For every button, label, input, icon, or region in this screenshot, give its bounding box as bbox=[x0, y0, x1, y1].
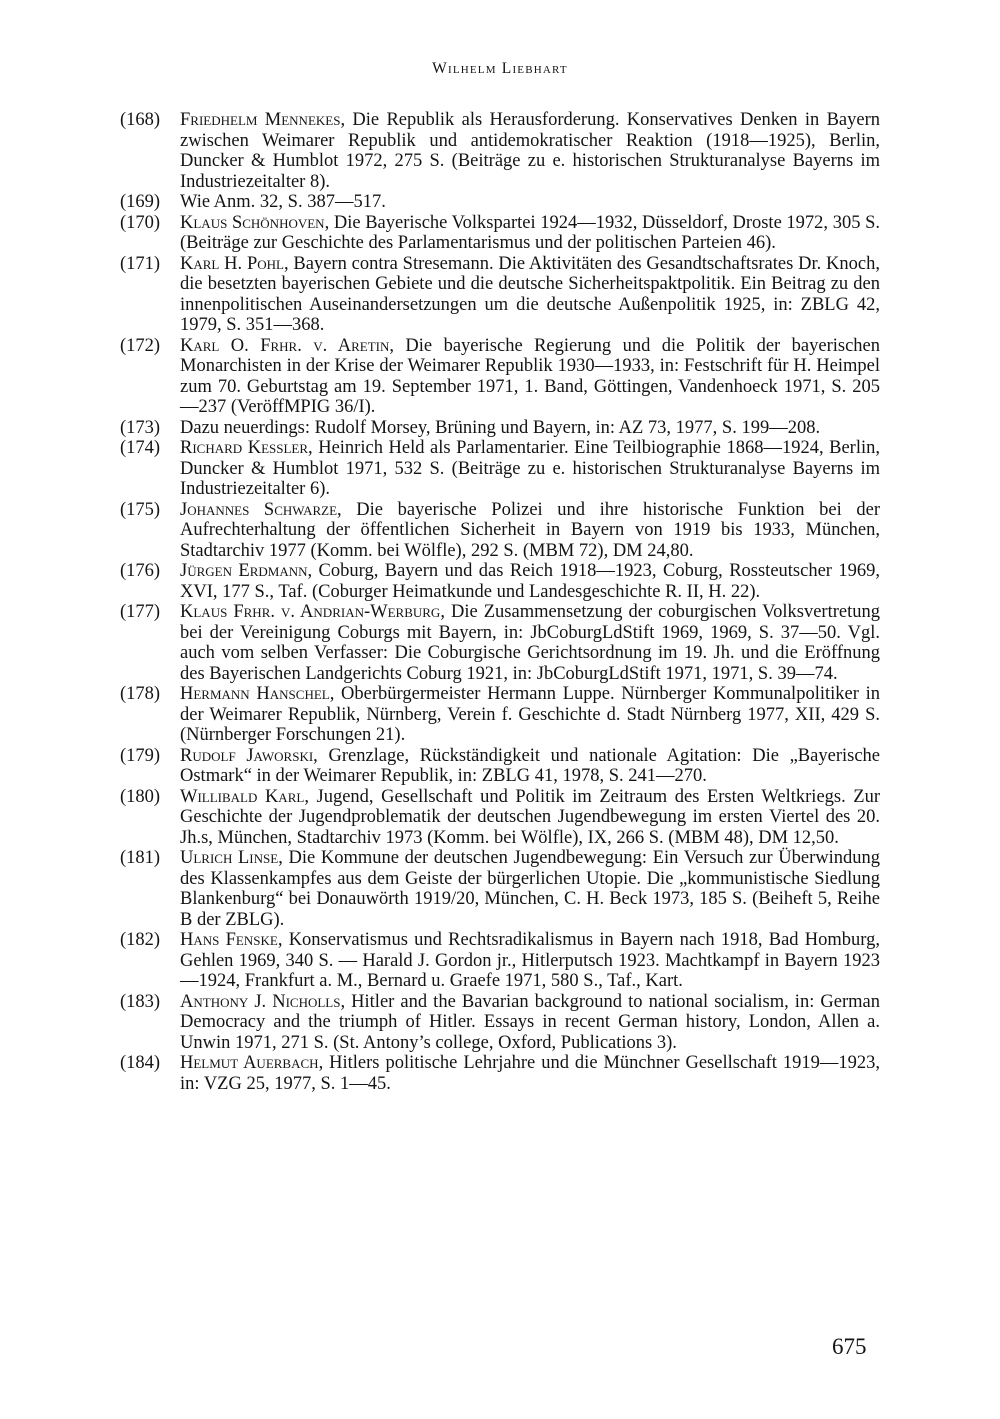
footnote-author: Karl H. Pohl bbox=[180, 253, 284, 274]
footnote-text: , Heinrich Held als Parlamentarier. Eine Teilbiographie 1868—1924, Berlin, Duncker & Humblot 1971, 532 S. (Beiträge zu e. historischen Strukturanalyse Bayerns im Industriezeitalter 6). bbox=[180, 438, 880, 499]
footnote-entry bbox=[120, 418, 880, 439]
footnote-author: Hermann Hanschel bbox=[180, 684, 330, 704]
footnote-number: (183) bbox=[120, 991, 161, 1012]
footnote-author: Karl O. Frhr. v. Aretin bbox=[180, 335, 390, 356]
footnote-number: (170) bbox=[120, 212, 161, 233]
footnote-number: (168) bbox=[120, 110, 161, 130]
footnote-number: (177) bbox=[120, 602, 161, 622]
footnote-number: (176) bbox=[120, 561, 161, 581]
footnote-entry bbox=[120, 1053, 880, 1094]
footnote-entry bbox=[120, 992, 880, 1054]
footnote-number: (181) bbox=[120, 848, 161, 868]
footnote-number: (174) bbox=[120, 438, 161, 458]
footnote-author: Ulrich Linse bbox=[180, 848, 279, 868]
footnote-number: (175) bbox=[120, 499, 161, 520]
footnote-author: Helmut Auerbach bbox=[180, 1053, 319, 1073]
footnote-number: (178) bbox=[120, 684, 161, 704]
footnote-entry bbox=[120, 561, 880, 602]
page-number: 675 bbox=[832, 1334, 867, 1359]
footnote-text: Dazu neuerdings: Rudolf Morsey, Brüning und Bayern, in: AZ 73, 1977, S. 199—208. bbox=[180, 417, 821, 438]
footnote-text: , Bayern contra Stresemann. Die Aktivitäten des Gesandtschaftsrates Dr. Knoch, die besetzten bayerischen Gebiete und die deutsche Sicherheitspaktpolitik. Ein Beitrag zu den innenpolitischen Auseinandersetzungen um die deutsche Außenpolitik 1925, in: ZBLG 42, 1979, S. 351—368. bbox=[180, 253, 880, 335]
footnote-text: , Coburg, Bayern und das Reich 1918—1923, Coburg, Rossteutscher 1969, XVI, 177 S., Taf. (Coburger Heimatkunde und Landesgeschichte R. II, H. 22). bbox=[180, 561, 880, 602]
footnote-author: Friedhelm Mennekes bbox=[180, 110, 341, 130]
footnote-entry bbox=[120, 213, 880, 254]
footnote-entry bbox=[120, 746, 880, 787]
footnote-author: Hans Fenske bbox=[180, 930, 278, 950]
footnote-author: Anthony J. Nicholls bbox=[180, 991, 341, 1012]
footnote-text: Wie Anm. 32, S. 387—517. bbox=[180, 192, 386, 212]
footnote-number: (171) bbox=[120, 253, 161, 274]
footnote-text: , Hitlers politische Lehrjahre und die Münchner Gesellschaft 1919—1923, in: VZG 25, 1977, S. 1—45. bbox=[180, 1053, 881, 1094]
footnote-text: , Die Bayerische Volkspartei 1924—1932, Düsseldorf, Droste 1972, 305 S. (Beiträge zur Geschichte des Parlamentarismus und der politischen Parteien 46). bbox=[180, 212, 880, 253]
footnote-text: , Die bayerische Regierung und die Politik der bayerischen Monarchisten in der Krise der Weimarer Republik 1930—1933, in: Festschrift für H. Heimpel zum 70. Geburtstag am 19. September 1971, 1. Band, Göttingen, Vandenhoeck 1971, S. 205—237 (VeröffMPIG 36/I). bbox=[180, 335, 880, 417]
footnote-author: Klaus Schönhoven bbox=[180, 212, 325, 233]
footnote-entry bbox=[120, 930, 880, 992]
footnote-author: Johannes Schwarze bbox=[180, 499, 338, 520]
footnote-author: Jürgen Erdmann bbox=[180, 561, 308, 581]
footnote-entry bbox=[120, 192, 880, 213]
footnote-number: (169) bbox=[120, 192, 161, 212]
footnote-author: Willibald Karl bbox=[180, 786, 305, 807]
footnote-author: Rudolf Jaworski bbox=[180, 745, 314, 766]
footnote-number: (184) bbox=[120, 1053, 161, 1073]
footnote-text: , Die Zusammensetzung der coburgischen Volksvertretung bei der Vereinigung Coburgs mit Bayern, in: JbCoburgLdStift 1969, 1969, S. 37—50. Vgl. auch vom selben Verfasser: Die Coburgische Gerichtsordnung im 19. Jh. und die Eröffnung des Bayerischen Landgerichts Coburg 1921, in: JbCoburgLdStift 1971, 1971, S. 39—74. bbox=[180, 602, 880, 684]
footnote-number: (182) bbox=[120, 930, 161, 950]
footnote-number: (180) bbox=[120, 786, 161, 807]
footnote-entry bbox=[120, 848, 880, 930]
footnote-entry bbox=[120, 602, 880, 684]
footnote-entry bbox=[120, 110, 880, 192]
footnote-text: , Jugend, Gesellschaft und Politik im Zeitraum des Ersten Weltkriegs. Zur Geschichte der Jugendproblematik der deutschen Jugendbewegung im ersten Viertel des 20. Jh.s, München, Stadtarchiv 1973 (Komm. bei Wölfle), IX, 266 S. (MBM 48), DM 12,50. bbox=[180, 786, 880, 848]
footnote-text: , Die Kommune der deutschen Jugendbewegung: Ein Versuch zur Überwindung des Klassenkampfes aus dem Geiste der bürgerlichen Utopie. Die „kommunistische Siedlung Blankenburg“ bei Donauwörth 1919/20, München, C. H. Beck 1973, 185 S. (Beiheft 5, Reihe B der ZBLG). bbox=[180, 848, 880, 930]
footnote-author: Richard Kessler bbox=[180, 438, 309, 458]
footnote-entry bbox=[120, 787, 880, 849]
footnote-entry bbox=[120, 254, 880, 336]
footnote-entry bbox=[120, 684, 880, 746]
running-head: Wilhelm Liebhart bbox=[432, 60, 568, 77]
footnote-text: , Die Republik als Herausforderung. Konservatives Denken in Bayern zwischen Weimarer Republik und antidemokratischer Reaktion (1918—1925), Berlin, Duncker & Humblot 1972, 275 S. (Beiträge zu e. historischen Strukturanalyse Bayerns im Industriezeitalter 8). bbox=[180, 110, 880, 192]
footnote-text: , Oberbürgermeister Hermann Luppe. Nürnberger Kommunalpolitiker in der Weimarer Republik, Nürnberg, Verein f. Geschichte d. Stadt Nürnberg 1977, XII, 429 S. (Nürnberger Forschungen 21). bbox=[180, 684, 880, 745]
footnote-text: , Konservatismus und Rechtsradikalismus in Bayern nach 1918, Bad Homburg, Gehlen 1969, 340 S. — Harald J. Gordon jr., Hitlerputsch 1923. Machtkampf in Bayern 1923—1924, Frankfurt a. M., Bernard u. Graefe 1971, 580 S., Taf., Kart. bbox=[180, 930, 881, 991]
footnote-text: , Grenzlage, Rückständigkeit und nationale Agitation: Die „Bayerische Ostmark“ in der Weimarer Republik, in: ZBLG 41, 1978, S. 241—270. bbox=[180, 745, 880, 786]
footnote-entry bbox=[120, 438, 880, 500]
footnote-number: (173) bbox=[120, 417, 161, 438]
footnote-author: Klaus Frhr. v. Andrian-Werburg bbox=[180, 602, 441, 622]
footnote-list bbox=[120, 110, 880, 1094]
footnote-text: , Die bayerische Polizei und ihre historische Funktion bei der Aufrechterhaltung der öffentlichen Sicherheit in Bayern von 1919 bis 1933, München, Stadtarchiv 1977 (Komm. bei Wölfle), 292 S. (MBM 72), DM 24,80. bbox=[180, 499, 880, 561]
footnote-text: , Hitler and the Bavarian background to national socialism, in: German Democracy and the triumph of Hitler. Essays in recent German history, London, Allen a. Unwin 1971, 271 S. (St. Antony’s college, Oxford, Publications 3). bbox=[180, 991, 880, 1053]
footnote-entry bbox=[120, 336, 880, 418]
footnote-entry bbox=[120, 500, 880, 562]
footnote-number: (172) bbox=[120, 335, 161, 356]
footnote-number: (179) bbox=[120, 745, 161, 766]
